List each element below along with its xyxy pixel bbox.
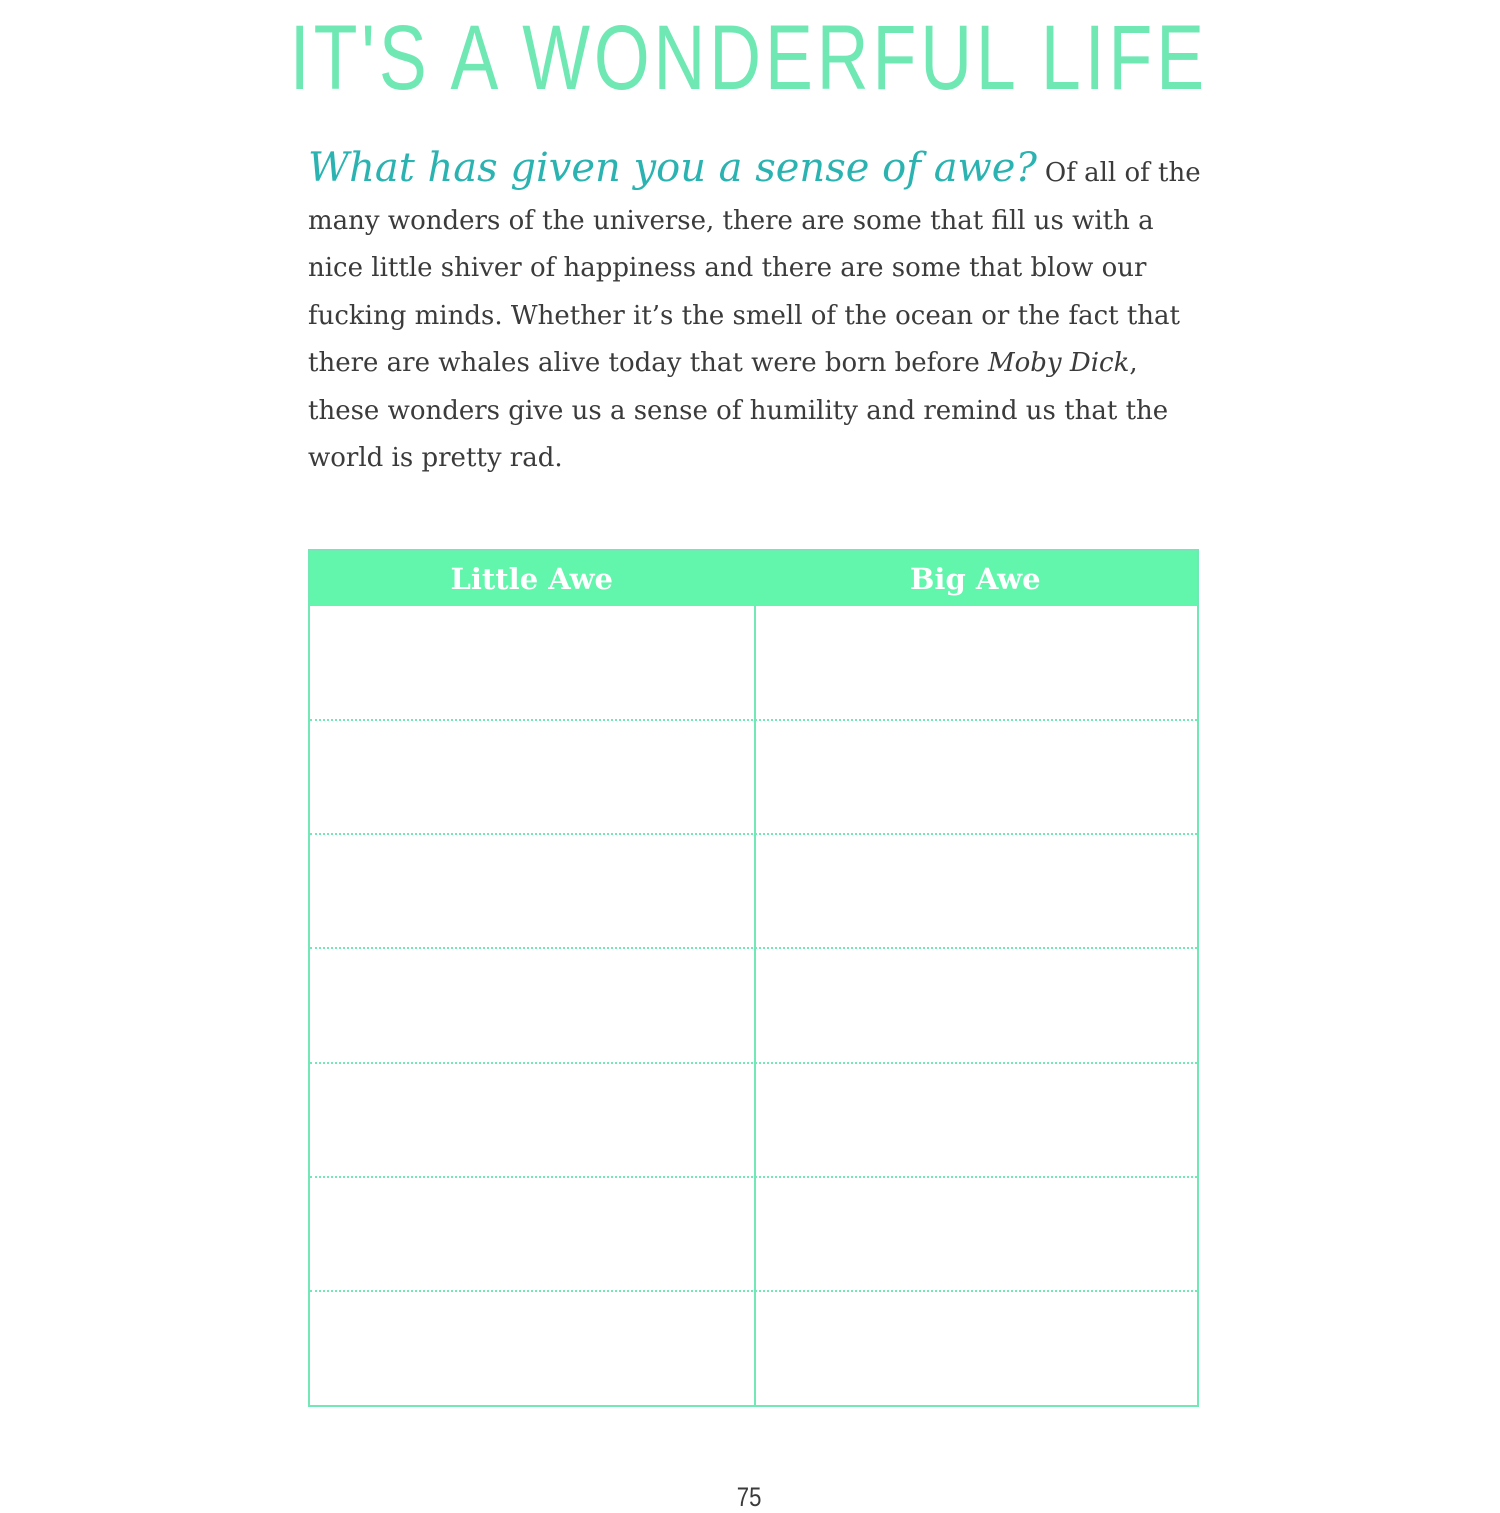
little-awe-cell[interactable] bbox=[310, 1177, 754, 1291]
row-separator bbox=[310, 1290, 1197, 1292]
row-separator bbox=[310, 1176, 1197, 1178]
row-separator bbox=[310, 833, 1197, 835]
little-awe-cell[interactable] bbox=[310, 948, 754, 1062]
page-title: IT'S A WONDERFUL LIFE bbox=[289, 7, 1209, 109]
big-awe-cell[interactable] bbox=[756, 606, 1197, 720]
big-awe-cell[interactable] bbox=[756, 834, 1197, 948]
row-separator bbox=[310, 947, 1197, 949]
little-awe-cell[interactable] bbox=[310, 1063, 754, 1177]
column-header-big-awe: Big Awe bbox=[909, 561, 1041, 596]
big-awe-cell[interactable] bbox=[756, 1177, 1197, 1291]
question-heading: What has given you a sense of awe? bbox=[308, 145, 1037, 191]
big-awe-cell[interactable] bbox=[756, 1291, 1197, 1405]
big-awe-cell[interactable] bbox=[756, 1063, 1197, 1177]
column-header-little-awe: Little Awe bbox=[450, 561, 613, 596]
row-separator bbox=[310, 719, 1197, 721]
little-awe-cell[interactable] bbox=[310, 1291, 754, 1405]
little-awe-cell[interactable] bbox=[310, 606, 754, 720]
little-awe-cell[interactable] bbox=[310, 720, 754, 834]
intro-text-part2: , these wonders give us a sense of humility and remind us that the world is pretty rad. bbox=[308, 348, 1169, 473]
big-awe-cell[interactable] bbox=[756, 948, 1197, 1062]
intro-text-book-title: Moby Dick bbox=[987, 348, 1130, 378]
intro-text-part1: Of all of the many wonders of the universe, there are some that fill us with a nice little shiver of happiness and there are some that blow our fucking minds. Whether it’s the smell of the ocean or the fact that there are whales alive today that were born before bbox=[308, 158, 1201, 378]
intro-paragraph bbox=[308, 145, 1208, 483]
little-awe-cell[interactable] bbox=[310, 834, 754, 948]
page-number: 75 bbox=[736, 1482, 762, 1512]
big-awe-cell[interactable] bbox=[756, 720, 1197, 834]
row-separator bbox=[310, 1062, 1197, 1064]
table-header bbox=[310, 551, 1197, 606]
awe-table bbox=[308, 549, 1199, 1407]
